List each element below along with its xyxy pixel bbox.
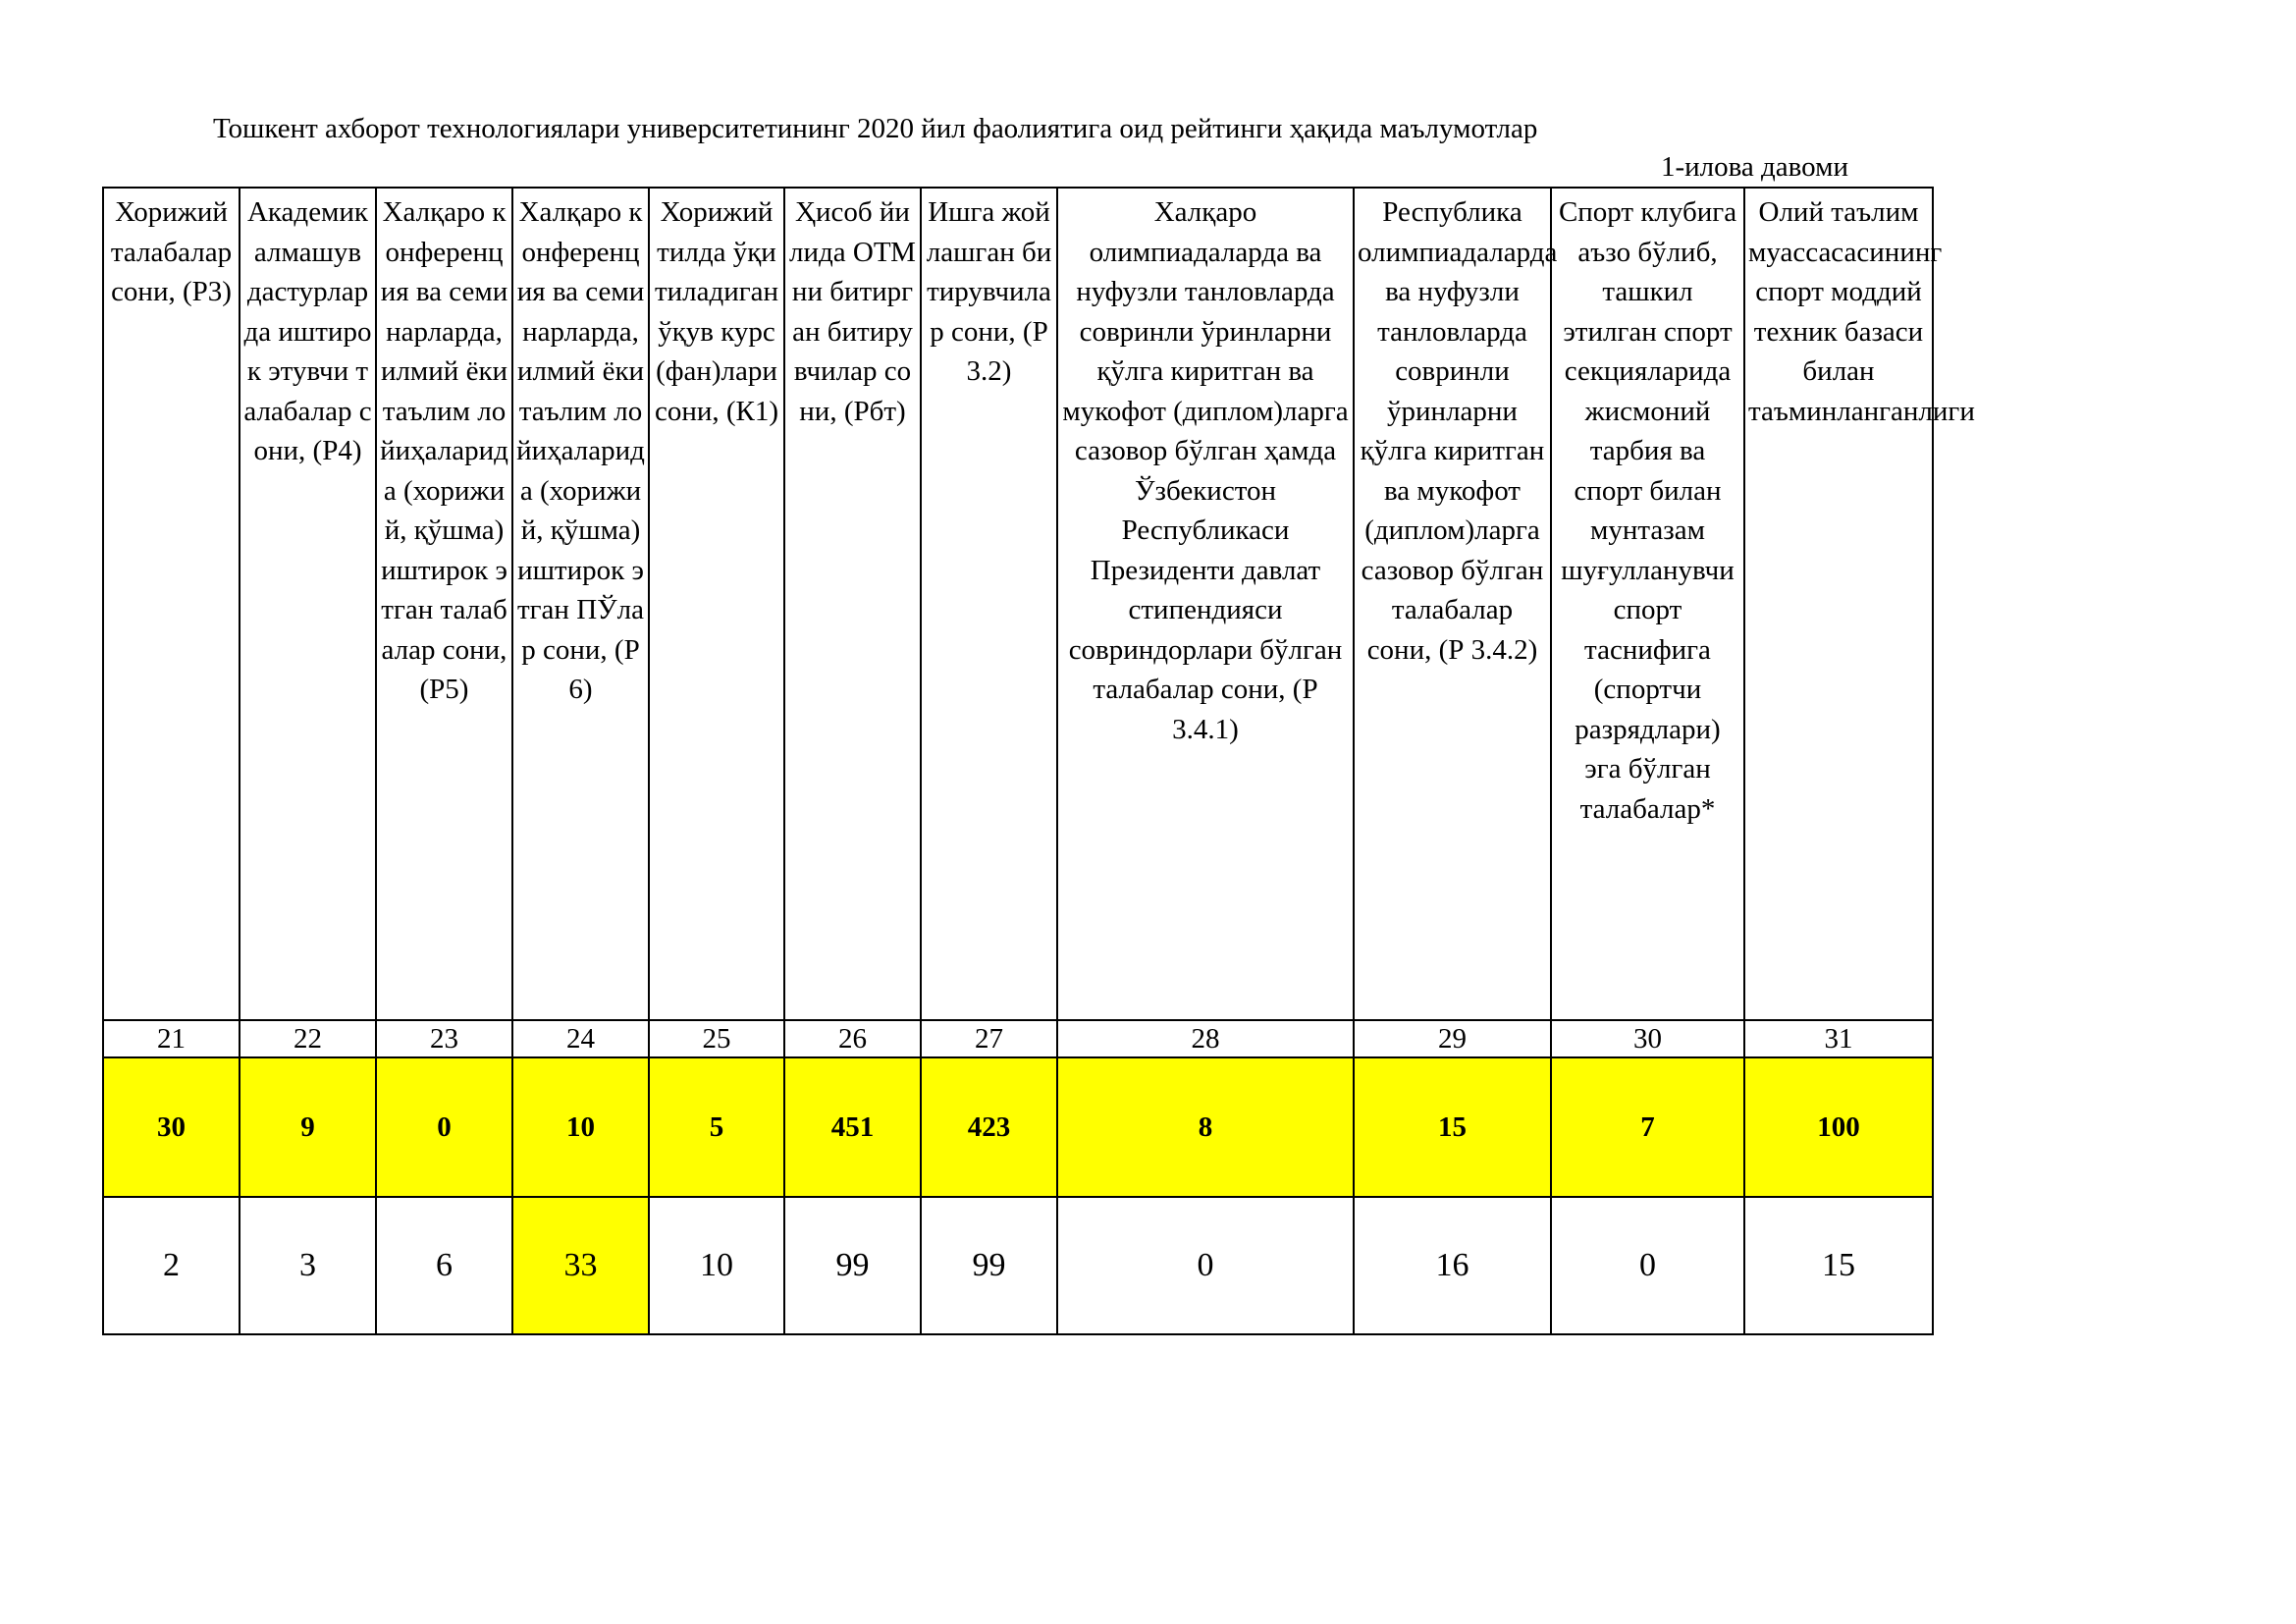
- norm-cell: 10: [512, 1057, 649, 1197]
- actual-cell: 0: [1551, 1197, 1744, 1334]
- rating-table: [102, 187, 1975, 1335]
- norm-cell: 7: [1551, 1057, 1744, 1197]
- column-header: [1551, 188, 1744, 1020]
- column-header-text: Халқаро олимпиадаларда ва нуфузли танловларда совринли ўринларни қўлга киритган ва мукофот (диплом)ларга сазовор бўлган ҳамда Ўзбекистон Республикаси Президенти давлат стипендияси совриндорлари бўлган талабалар сони, (Р 3.4.1): [1062, 196, 1349, 745]
- actual-cell: 99: [784, 1197, 921, 1334]
- document-title: Тошкент ахборот технологиялари университетининг 2020 йил фаолиятига оид рейтинги ҳақида маълумотлар: [213, 113, 1538, 144]
- column-index: 24: [512, 1020, 649, 1057]
- actual-cell-highlighted: 33: [512, 1197, 649, 1334]
- norm-cell: 451: [784, 1057, 921, 1197]
- norm-cell: 9: [240, 1057, 376, 1197]
- header-row: [103, 188, 1933, 1020]
- column-index: 30: [1551, 1020, 1744, 1057]
- column-header: [376, 188, 512, 1020]
- column-header: [103, 188, 240, 1020]
- column-index: 21: [103, 1020, 240, 1057]
- norm-cell: 15: [1354, 1057, 1551, 1197]
- actual-cell: 3: [240, 1197, 376, 1334]
- norm-cell: 100: [1744, 1057, 1933, 1197]
- column-header-text: Республика олимпиадаларда ва нуфузли танловларда совринли ўринларни қўлга киритган ва мукофот (диплом)ларга сазовор бўлган талабалар сони, (Р 3.4.2): [1358, 196, 1558, 666]
- column-header-text: Олий таълим муассасасининг спорт моддий техник базаси билан таъминланганлиги: [1748, 196, 1975, 427]
- actual-cell: 16: [1354, 1197, 1551, 1334]
- column-header: [921, 188, 1057, 1020]
- column-index: 22: [240, 1020, 376, 1057]
- column-index: 29: [1354, 1020, 1551, 1057]
- norm-cell: 30: [103, 1057, 240, 1197]
- actual-cell: 99: [921, 1197, 1057, 1334]
- column-header-text: Ишга жойлашган битирувчилар сони, (Р3.2): [926, 196, 1052, 387]
- actual-cell: 2: [103, 1197, 240, 1334]
- actual-cell: 10: [649, 1197, 784, 1334]
- column-index: 31: [1744, 1020, 1933, 1057]
- column-header: [649, 188, 784, 1020]
- column-index: 26: [784, 1020, 921, 1057]
- column-header: [512, 188, 649, 1020]
- column-header: [1057, 188, 1354, 1020]
- actual-cell: 6: [376, 1197, 512, 1334]
- actual-cell: 15: [1744, 1197, 1933, 1334]
- column-index: 25: [649, 1020, 784, 1057]
- column-index: 23: [376, 1020, 512, 1057]
- column-header: [1354, 188, 1558, 1020]
- column-header-text: Академик алмашув дастурларда иштирок этувчи талабалар сони, (Р4): [243, 196, 372, 466]
- column-header: [1744, 188, 1975, 1020]
- column-header: [240, 188, 376, 1020]
- appendix-note: 1-илова давоми: [1660, 151, 1848, 183]
- column-header: [784, 188, 921, 1020]
- column-header-text: Халқаро конференция ва семинарларда, илмий ёки таълим лойиҳаларида (хорижий, қўшма) иштирок этган талабалар сони, (Р5): [380, 196, 508, 705]
- norm-cell: 8: [1057, 1057, 1354, 1197]
- norm-cell: 423: [921, 1057, 1057, 1197]
- actual-row: [103, 1197, 1933, 1334]
- column-index: 27: [921, 1020, 1057, 1057]
- column-header-text: Ҳисоб йилида ОТМни битирган битирувчилар сони, (Рбт): [789, 196, 916, 427]
- norm-row: [103, 1057, 1933, 1197]
- column-header-text: Спорт клубига аъзо бўлиб, ташкил этилган спорт секцияларида жисмоний тарбия ва спорт билан мунтазам шуғулланувчи спорт таснифига (спортчи разрядлари) эга бўлган талабалар*: [1558, 196, 1737, 825]
- column-index: 28: [1057, 1020, 1354, 1057]
- column-header-text: Халқаро конференция ва семинарларда, илмий ёки таълим лойиҳаларида (хорижий, қўшма) иштирок этган ПЎлар сони, (Р6): [516, 196, 645, 705]
- norm-cell: 5: [649, 1057, 784, 1197]
- column-header-text: Хорижий талабалар сони, (Р3): [110, 196, 233, 307]
- column-header-text: Хорижий тилда ўқитиладиган ўқув курс(фан)лари сони, (К1): [654, 196, 779, 427]
- actual-cell: 0: [1057, 1197, 1354, 1334]
- norm-cell: 0: [376, 1057, 512, 1197]
- column-index-row: [103, 1020, 1933, 1057]
